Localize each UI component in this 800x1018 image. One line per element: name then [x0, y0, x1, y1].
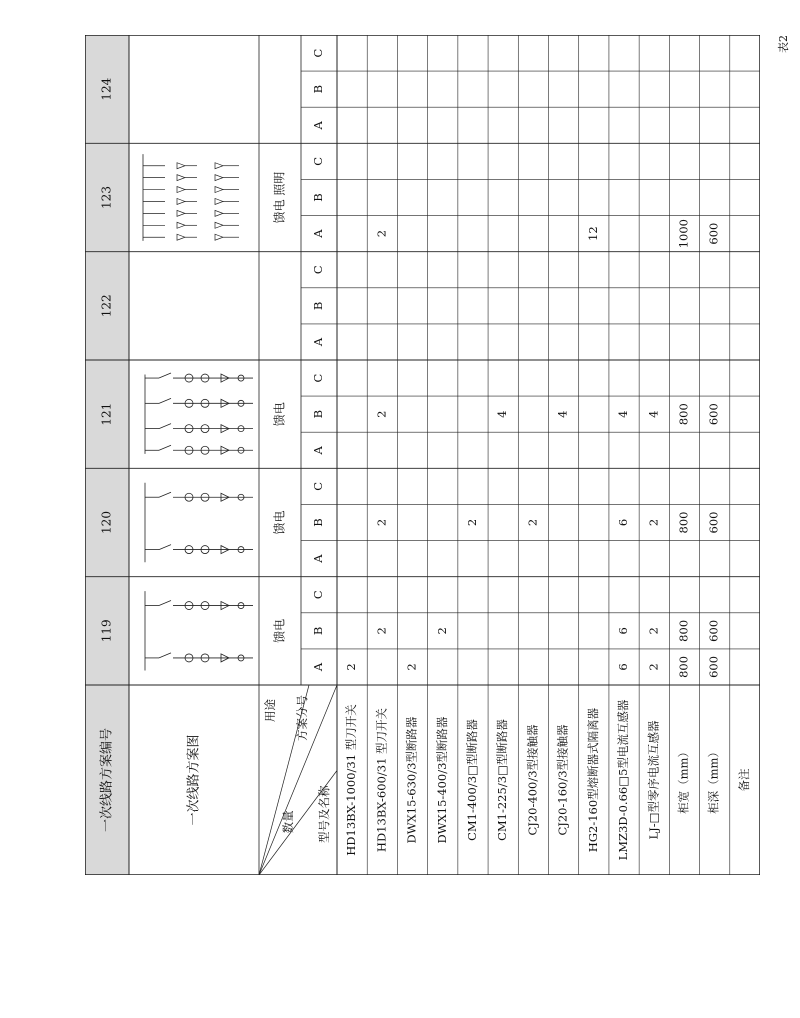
- row-label: CJ20-400/3型接触器: [525, 724, 540, 836]
- purpose-label: 用途: [263, 699, 277, 722]
- cell-value: 800: [676, 403, 691, 426]
- row-label: 柜深（mm）: [706, 746, 721, 814]
- lighting-branch-symbol: [177, 234, 185, 240]
- row-label: CJ20-160/3型接触器: [555, 724, 570, 836]
- cell-value: 2: [525, 518, 540, 527]
- scheme-purpose: 馈电: [272, 618, 287, 643]
- lighting-branch-symbol: [177, 222, 185, 228]
- cell-value: 2: [374, 627, 389, 635]
- cell-value: 6: [616, 663, 631, 671]
- quantity-label: 数量: [281, 810, 295, 834]
- cell-value: 2: [374, 410, 389, 418]
- sub-label: B: [311, 626, 325, 636]
- sub-label: C: [311, 156, 325, 166]
- cell-value: 800: [676, 655, 691, 678]
- scheme-diagram-label: 一次线路方案图: [186, 734, 202, 826]
- row-label: CM1-225/3□型断路器: [495, 719, 510, 841]
- row-label: HD13BX-1000/31 型刀开关: [344, 704, 359, 856]
- sub-label: C: [311, 48, 325, 58]
- table-label: 表2: [777, 35, 790, 53]
- lighting-branch-symbol: [177, 163, 185, 169]
- row-label: 柜宽（mm）: [676, 746, 691, 814]
- sub-label: A: [311, 446, 325, 455]
- scheme-number: 122: [99, 294, 114, 318]
- row-label: HD13BX-600/31 型刀开关: [374, 707, 389, 853]
- cell-value: 12: [585, 226, 600, 241]
- sub-label: A: [311, 554, 325, 563]
- scheme-number: 119: [99, 619, 114, 643]
- lighting-branch-symbol: [215, 198, 223, 204]
- lighting-branch-symbol: [215, 210, 223, 216]
- cell-value: 4: [495, 410, 510, 418]
- cell-value: 600: [706, 619, 721, 642]
- scheme-purpose: 馈电 照明: [272, 171, 287, 224]
- rotated-table: [85, 35, 760, 875]
- scheme-no-label: 一次线路方案编号: [99, 727, 115, 833]
- cell-value: 4: [616, 410, 631, 418]
- cell-value: 600: [706, 511, 721, 534]
- cell-value: 2: [374, 229, 389, 238]
- lighting-branch-symbol: [177, 175, 185, 181]
- cell-value: 4: [555, 410, 570, 418]
- sub-label: C: [311, 481, 325, 491]
- row-label: HG2-160型熔断器式隔离器: [585, 707, 600, 853]
- sub-label: C: [311, 265, 325, 275]
- scheme-purpose: 馈电: [272, 510, 287, 535]
- cell-value: 4: [646, 410, 661, 418]
- sub-label: B: [311, 518, 325, 527]
- sub-label: A: [311, 337, 325, 347]
- scheme-number: 121: [99, 402, 114, 426]
- row-label: 备注: [736, 768, 751, 792]
- scheme-purpose: 馈电: [272, 402, 287, 427]
- feeder-branch-121-3: [145, 373, 253, 382]
- feeder-branch-119-1: [145, 601, 253, 610]
- subscheme-label: 方案分号: [295, 695, 309, 741]
- feeder-branch-120-0: [145, 545, 253, 554]
- cell-value: 600: [706, 403, 721, 426]
- cell-value: 600: [706, 655, 721, 678]
- cell-value: 800: [676, 511, 691, 534]
- feeder-branch-121-1: [145, 424, 253, 433]
- sub-label: A: [311, 662, 325, 672]
- sub-label: A: [311, 229, 325, 238]
- feeder-branch-120-1: [145, 492, 253, 501]
- row-label: LMZ3D-0.66□5型电流互感器: [616, 699, 631, 861]
- lighting-branch-symbol: [215, 187, 223, 193]
- cell-value: 2: [646, 627, 661, 635]
- model-label: 型号及名称: [317, 785, 331, 843]
- sub-label: B: [311, 301, 325, 311]
- lighting-branch-symbol: [177, 198, 185, 204]
- cell-value: 6: [616, 627, 631, 635]
- sub-label: B: [311, 84, 325, 94]
- scheme-number: 124: [99, 77, 114, 101]
- cell-value: 2: [646, 518, 661, 527]
- cell-value: 1000: [676, 218, 691, 249]
- sub-label: B: [311, 409, 325, 419]
- sub-label: C: [311, 590, 325, 600]
- row-label: LJ-□型零序电流互感器: [646, 720, 661, 840]
- feeder-branch-121-2: [145, 398, 253, 407]
- sub-label: C: [311, 373, 325, 383]
- cell-value: 800: [676, 619, 691, 642]
- sub-label: A: [311, 121, 325, 130]
- lighting-branch-symbol: [177, 210, 185, 216]
- scheme-number: 123: [99, 186, 114, 209]
- row-label: CM1-400/3□型断路器: [464, 719, 479, 841]
- feeder-branch-121-0: [145, 445, 253, 454]
- spec-table: [85, 35, 760, 875]
- lighting-branch-symbol: [215, 175, 223, 181]
- cell-value: 2: [344, 663, 359, 671]
- lighting-branch-symbol: [215, 222, 223, 228]
- lighting-branch-symbol: [215, 163, 223, 169]
- cell-value: 600: [706, 222, 721, 245]
- scheme-number: 120: [99, 511, 114, 534]
- feeder-branch-119-0: [145, 653, 253, 662]
- cell-value: 6: [616, 518, 631, 527]
- cell-value: 2: [404, 663, 419, 671]
- lighting-branch-symbol: [215, 234, 223, 240]
- cell-value: 2: [646, 663, 661, 671]
- row-label: DWX15-630/3型断路器: [404, 716, 419, 844]
- lighting-branch-symbol: [177, 187, 185, 193]
- cell-value: 2: [434, 627, 449, 635]
- cell-value: 2: [374, 518, 389, 527]
- row-label: DWX15-400/3型断路器: [434, 716, 449, 844]
- sub-label: B: [311, 193, 325, 202]
- cell-value: 2: [464, 518, 479, 527]
